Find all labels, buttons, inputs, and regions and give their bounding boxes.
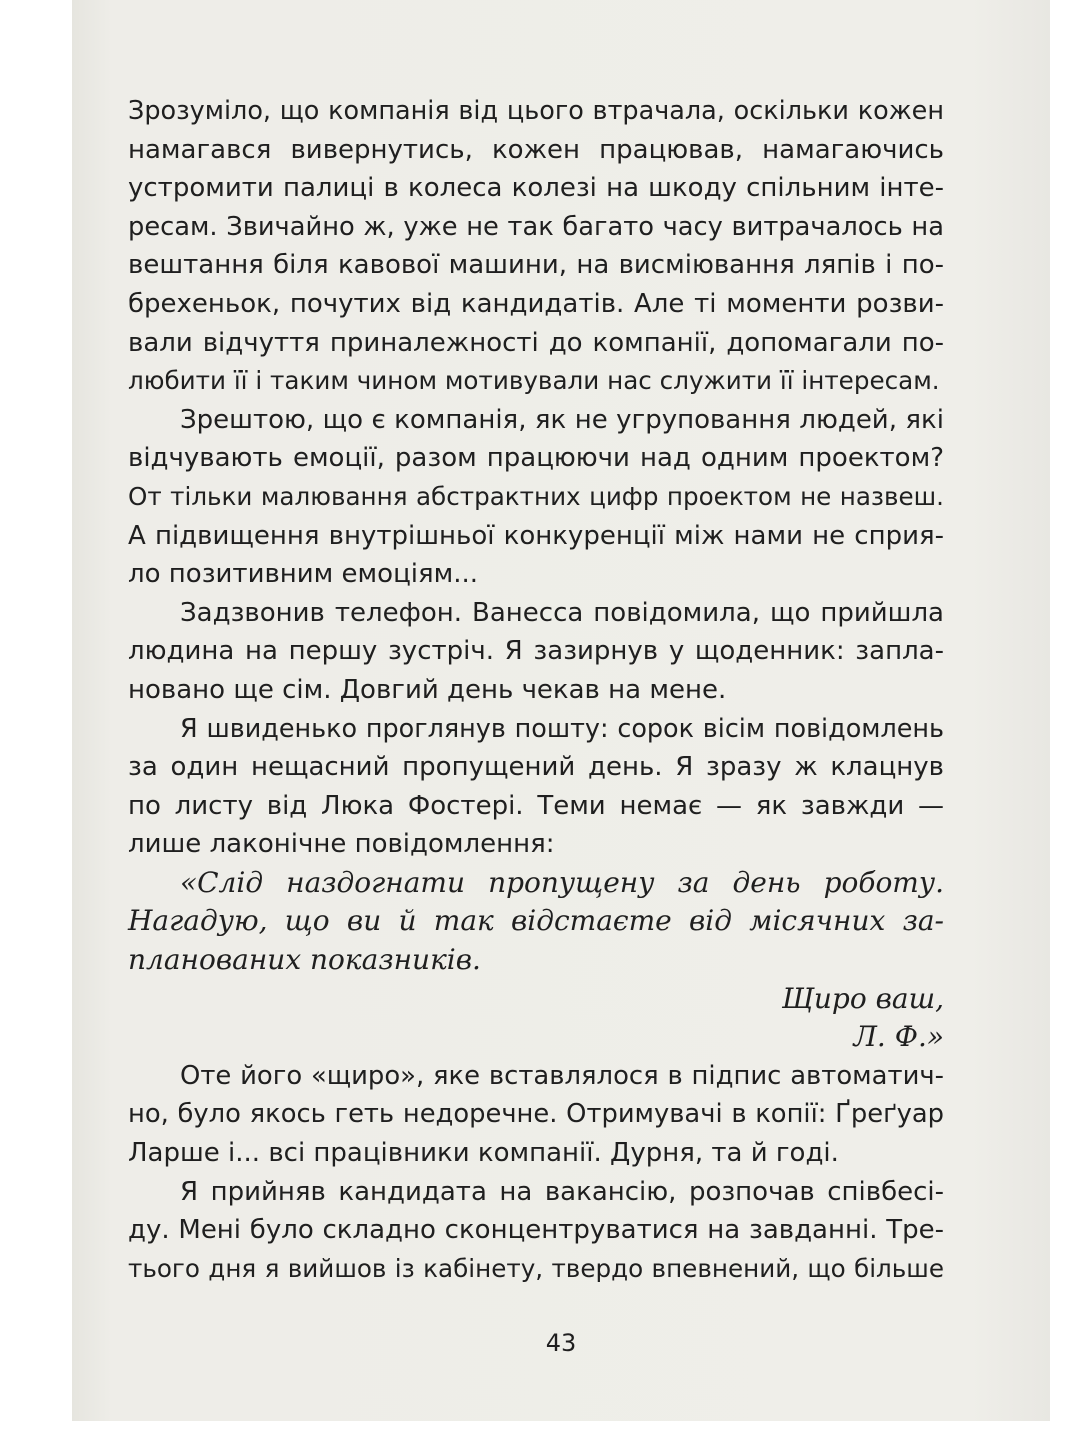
text-line: любити її і таким чином мотивували нас служити її інтересам. bbox=[128, 366, 940, 396]
text-line: но, було якось геть недоречне. Отримувачі в копії: Ґреґуар bbox=[128, 1099, 944, 1130]
text-line: ло позитивним емоціям... bbox=[128, 559, 479, 590]
text-line: Л. Ф.» bbox=[853, 1020, 944, 1054]
text-line: Я швиденько проглянув пошту: сорок вісім повідомлень bbox=[180, 713, 944, 744]
text-line: От тільки малювання абстрактних цифр проектом не назвеш. bbox=[128, 481, 944, 511]
text-line: «Слід наздогнати пропущену за день роботу. bbox=[180, 865, 944, 899]
page-number: 43 bbox=[545, 1329, 577, 1357]
text-line: Нагадую, що ви й так відстаєте від місячних за- bbox=[128, 904, 944, 938]
book-page bbox=[72, 0, 1050, 1421]
text-line: устромити палиці в колеса колезі на шкоду спільним інте- bbox=[128, 173, 944, 204]
text-line: планованих показників. bbox=[128, 943, 481, 977]
text-line: Оте його «щиро», яке вставлялося в підпис автоматич- bbox=[180, 1060, 944, 1091]
text-line: Зрозуміло, що компанія від цього втрачала, оскільки кожен bbox=[128, 96, 944, 126]
text-line: А підвищення внутрішньої конкуренції між нами не сприя- bbox=[128, 520, 944, 551]
text-line: Ларше і... всі працівники компанії. Дурня, та й годі. bbox=[128, 1138, 839, 1169]
text-line: по листу від Люка Фостері. Теми немає — як завжди — bbox=[128, 790, 944, 821]
text-line: брехеньок, почутих від кандидатів. Але ті моменти розви- bbox=[128, 288, 944, 319]
text-line: ду. Мені було складно сконцентруватися на завданні. Тре- bbox=[128, 1215, 944, 1246]
text-line: людина на першу зустріч. Я зазирнув у щоденник: запла- bbox=[128, 636, 944, 667]
text-line: тього дня я вийшов із кабінету, твердо впевнений, що більше bbox=[128, 1253, 944, 1283]
text-line: новано ще сім. Довгий день чекав на мене. bbox=[128, 674, 727, 705]
text-line: вали відчуття приналежності до компанії, допомагали по- bbox=[128, 327, 944, 358]
text-line: лише лаконічне повідомлення: bbox=[128, 829, 555, 860]
text-line: за один нещасний пропущений день. Я зразу ж клацнув bbox=[128, 752, 944, 783]
text-line: ресам. Звичайно ж, уже не так багато часу витрачалось на bbox=[128, 211, 944, 242]
text-line: Я прийняв кандидата на вакансію, розпочав співбесі- bbox=[180, 1176, 944, 1207]
text-line: Зрештою, що є компанія, як не угруповання людей, які bbox=[180, 404, 944, 435]
text-line: вештання біля кавової машини, на висміювання ляпів і по- bbox=[128, 250, 944, 281]
text-line: Задзвонив телефон. Ванесса повідомила, що прийшла bbox=[180, 597, 944, 628]
text-line: намагався вивернутись, кожен працював, намагаючись bbox=[128, 134, 944, 165]
text-line: Щиро ваш, bbox=[781, 981, 944, 1015]
body-text bbox=[128, 92, 944, 1288]
text-line: відчувають емоції, разом працюючи над одним проектом? bbox=[128, 443, 944, 474]
